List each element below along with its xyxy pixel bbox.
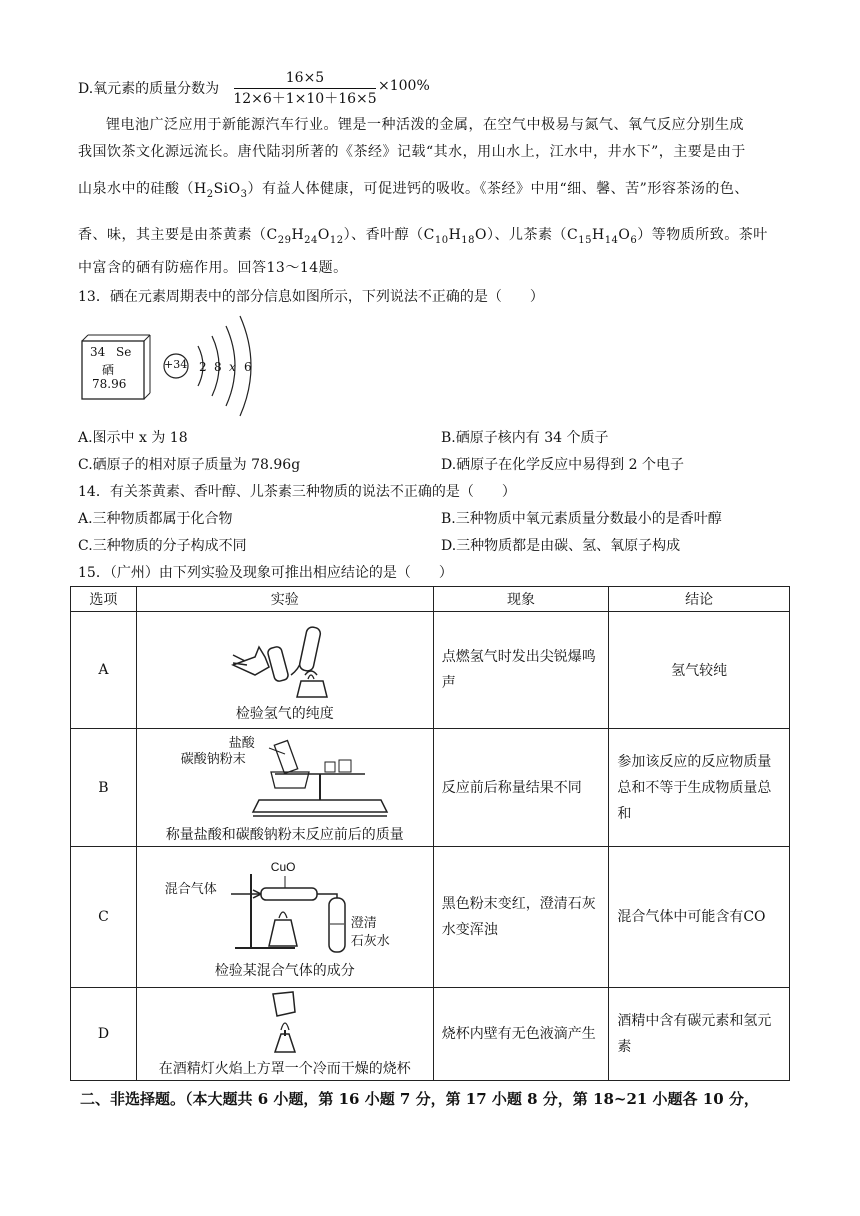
balance-figure xyxy=(175,732,395,822)
header-experiment: 实验 xyxy=(136,587,433,612)
q14-option-a: A.三种物质都属于化合物 xyxy=(78,511,233,527)
periodic-cell xyxy=(80,335,144,399)
label-sodium-carbonate: 碳酸钠粉末 xyxy=(180,751,246,767)
cell-symbol: Se xyxy=(116,345,132,359)
passage-line-2: 我国饮茶文化源远流长。唐代陆羽所著的《茶经》记载“其水，用山水上，江水中，井水下”，主要是由于 xyxy=(78,144,746,160)
row-b-experiment xyxy=(136,729,433,847)
q13-option-a: A.图示中 x 为 18 xyxy=(78,430,188,446)
q14-stem: 14．有关茶黄素、香叶醇、儿茶素三种物质的说法不正确的是（ ） xyxy=(78,484,516,500)
q14-option-d: D.三种物质都是由碳、氢、氧原子构成 xyxy=(441,538,681,554)
header-conclusion: 结论 xyxy=(609,587,790,612)
row-b-caption: 称量盐酸和碳酸钠粉末反应前后的质量 xyxy=(165,826,404,843)
cell-number: 34 xyxy=(90,345,106,359)
atom-structure-diagram xyxy=(160,312,270,424)
row-a-option: A xyxy=(71,612,137,729)
cell-name: 硒 xyxy=(102,363,115,377)
q14-option-b: B.三种物质中氧元素质量分数最小的是香叶醇 xyxy=(441,511,722,527)
section-2-header: 二、非选择题。（本大题共 6 小题，第 16 小题 7 分，第 17 小题 8 分，第 18~21 小题各 10 分， xyxy=(80,1090,759,1108)
row-a-phenomenon: 点燃氢气时发出尖锐爆鸣声 xyxy=(433,612,609,729)
header-option: 选项 xyxy=(71,587,137,612)
row-d-conclusion: 酒精中含有碳元素和氢元素 xyxy=(609,988,790,1081)
row-c-option: C xyxy=(71,847,137,988)
q15-stem: 15．（广州）由下列实验及现象可推出相应结论的是（ ） xyxy=(78,565,453,581)
q13-option-c: C.硒原子的相对原子质量为 78.96g xyxy=(78,457,301,473)
row-b-option: B xyxy=(71,729,137,847)
row-b-conclusion: 参加该反应的反应物质量总和不等于生成物质量总和 xyxy=(609,729,790,847)
shell-3: x xyxy=(229,360,236,374)
table-row xyxy=(71,729,790,847)
q13-option-b: B.硒原子核内有 34 个质子 xyxy=(441,430,609,446)
label-limewater-2: 石灰水 xyxy=(350,934,390,949)
label-cuo: CuO xyxy=(270,860,296,874)
row-a-caption: 检验氢气的纯度 xyxy=(235,706,334,722)
passage-line-5: 中富含的硒有防癌作用。回答13～14题。 xyxy=(78,260,348,276)
row-d-caption: 在酒精灯火焰上方罩一个冷而干燥的烧杯 xyxy=(158,1061,411,1077)
hydrogen-purity-test-figure xyxy=(225,617,345,701)
passage-line-4: 香、味，其主要是由茶黄素$(C_{29}H_{24}O_{12})$、香叶醇$(C_{10}H_{18}O)$、儿茶素$(C_{15}H_{14}O_6)$等物质所致。茶叶 xyxy=(78,227,768,246)
row-a-conclusion: 氢气较纯 xyxy=(609,612,790,729)
label-hcl: 盐酸 xyxy=(228,735,255,751)
row-c-caption: 检验某混合气体的成分 xyxy=(214,963,355,979)
nucleus-charge: +34 xyxy=(164,358,188,371)
row-c-experiment xyxy=(136,847,433,988)
shell-4: 6 xyxy=(244,360,252,374)
row-d-phenomenon: 烧杯内壁有无色液滴产生 xyxy=(433,988,609,1081)
alcohol-lamp-beaker-figure xyxy=(255,990,315,1056)
q14-option-c: C.三种物质的分子构成不同 xyxy=(78,538,247,554)
row-b-phenomenon: 反应前后称量结果不同 xyxy=(433,729,609,847)
q12-fraction xyxy=(232,68,378,109)
header-phenomenon: 现象 xyxy=(433,587,609,612)
q15-table xyxy=(70,586,790,1081)
q12-option-d-prefix: D.氧元素的质量分数为 xyxy=(78,81,220,97)
row-c-phenomenon: 黑色粉末变红，澄清石灰水变浑浊 xyxy=(433,847,609,988)
table-header-row xyxy=(71,587,790,612)
row-a-experiment xyxy=(136,612,433,729)
q13-stem: 13．硒在元素周期表中的部分信息如图所示，下列说法不正确的是（ ） xyxy=(78,289,544,305)
cell-mass: 78.96 xyxy=(92,377,127,391)
shell-2: 8 xyxy=(214,360,222,374)
label-mixed-gas: 混合气体 xyxy=(164,882,217,897)
table-row xyxy=(71,847,790,988)
passage-line-3: 山泉水中的硅酸$(H_2SiO_3)$有益人体健康，可促进钙的吸收。《茶经》中用“细、馨、苦”形容茶汤的色、 xyxy=(78,181,749,200)
row-d-option: D xyxy=(71,988,137,1081)
passage-line-1: 锂电池广泛应用于新能源汽车行业。锂是一种活泼的金属，在空气中极易与氮气、氧气反应分别生成 xyxy=(106,117,744,133)
table-row xyxy=(71,988,790,1081)
table-row xyxy=(71,612,790,729)
row-c-conclusion: 混合气体中可能含有CO xyxy=(609,847,790,988)
label-limewater-1: 澄清 xyxy=(350,916,377,931)
q12-option-d-suffix: ×100% xyxy=(378,78,430,94)
row-d-experiment xyxy=(136,988,433,1081)
q13-option-d: D.硒原子在化学反应中易得到 2 个电子 xyxy=(441,457,684,473)
fraction-denominator: 12×6＋1×10＋16×5 xyxy=(233,91,377,107)
shell-1: 2 xyxy=(199,360,207,374)
fraction-numerator: 16×5 xyxy=(285,70,325,86)
